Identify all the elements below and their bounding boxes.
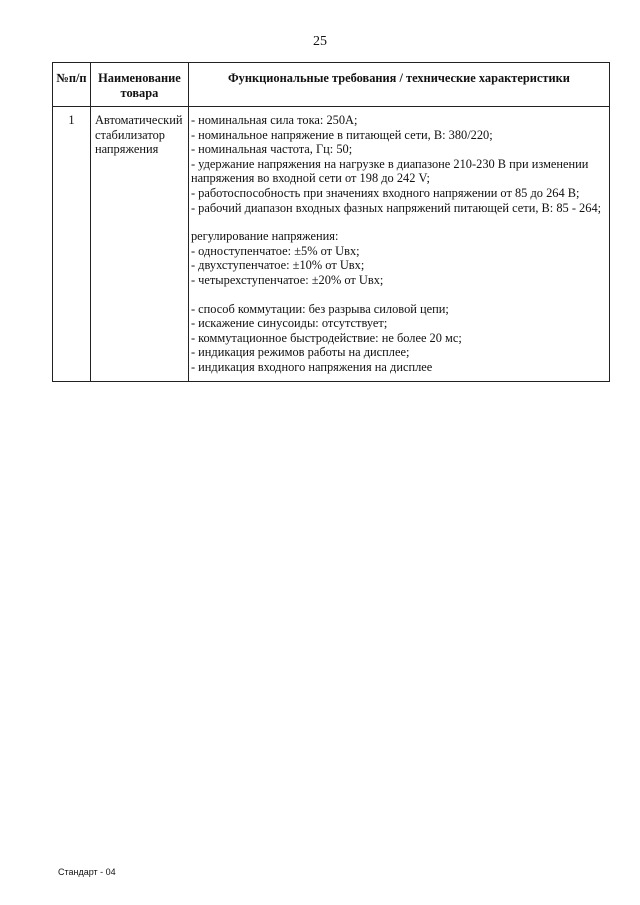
requirement-line: - искажение синусоиды: отсутствует;: [190, 316, 388, 331]
specification-table: [52, 62, 610, 382]
requirement-line: - работоспособность при значениях входного напряжении от 85 до 264 В;: [190, 185, 580, 200]
requirement-line: - рабочий диапазон входных фазных напряжений питающей сети, В: 85 - 264;: [190, 200, 602, 215]
requirement-line: - способ коммутации: без разрыва силовой цепи;: [190, 301, 449, 316]
row-number: 1: [53, 107, 91, 382]
requirement-line: - номинальная сила тока: 250А;: [190, 113, 358, 127]
page-number: 25: [313, 34, 327, 49]
requirements-group-ratings: [191, 113, 605, 215]
header-requirements: Функциональные требования / технические характеристики: [188, 63, 609, 107]
requirement-line: - удержание напряжения на нагрузке в диапазоне 210-230 В при изменении напряжения во входной сети от 198 до 242 V;: [190, 156, 589, 186]
table-row: [53, 107, 610, 382]
requirements-cell: [188, 107, 609, 382]
product-name: Автоматический стабилизатор напряжения: [90, 107, 188, 382]
requirements-group-regulation: [191, 229, 605, 287]
requirement-line: - номинальное напряжение в питающей сети, В: 380/220;: [190, 127, 493, 142]
header-number: №п/п: [53, 63, 91, 107]
requirement-line: - номинальная частота, Гц: 50;: [190, 142, 353, 157]
requirements-group-switching: [191, 302, 605, 375]
requirement-line: - индикация режимов работы на дисплее;: [190, 345, 410, 360]
footer-label: Стандарт - 04: [58, 867, 116, 877]
table-header-row: [53, 63, 610, 107]
header-product-name: Наименование товара: [90, 63, 188, 107]
requirement-line: - коммутационное быстродействие: не более 20 мс;: [190, 330, 462, 345]
requirement-line: - одноступенчатое: ±5% от Uвх;: [190, 243, 360, 258]
requirement-line: - четырехступенчатое: ±20% от Uвх;: [190, 272, 384, 287]
requirement-line: - двухступенчатое: ±10% от Uвх;: [190, 258, 365, 273]
requirement-line: регулирование напряжения:: [190, 229, 339, 244]
requirement-line: - индикация входного напряжения на дисплее: [190, 359, 433, 374]
